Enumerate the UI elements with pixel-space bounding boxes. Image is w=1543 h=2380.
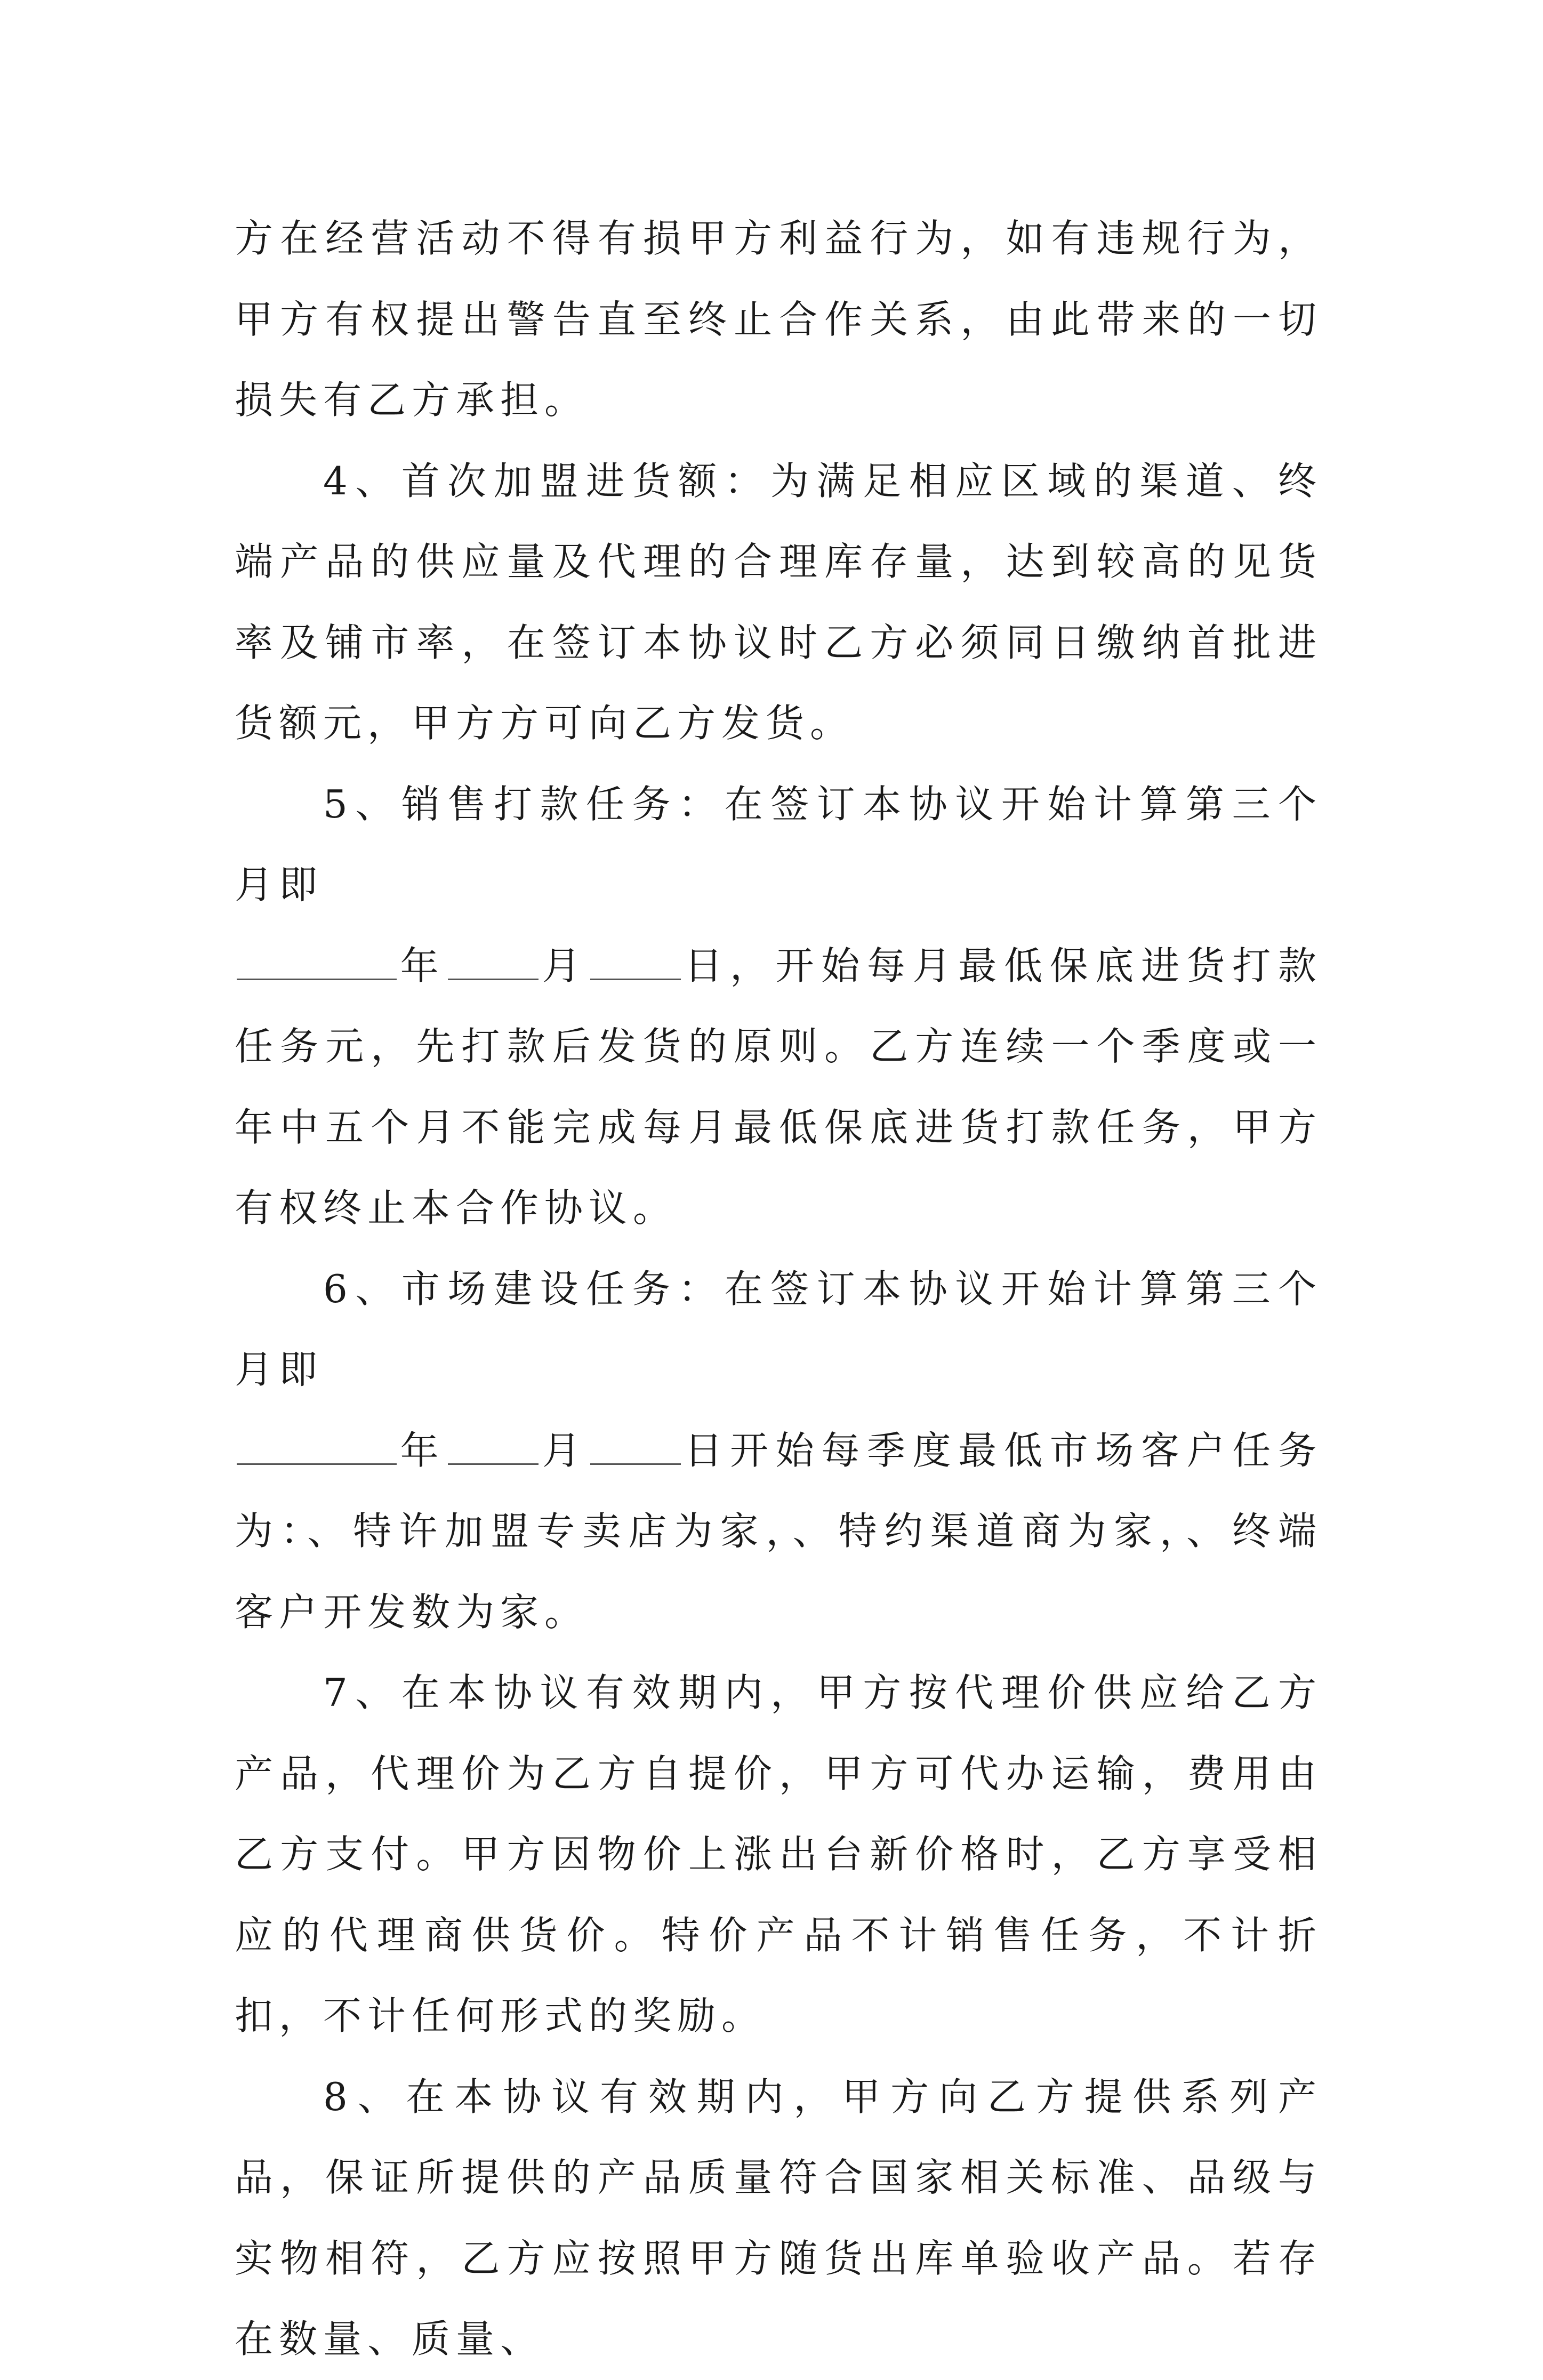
- day-label: 日: [682, 943, 730, 988]
- month-label: 月: [541, 1428, 588, 1473]
- day-label: 日: [682, 1428, 730, 1473]
- paragraph-agent-price: 7、在本协议有效期内，甲方按代理价供应给乙方产品，代理价为乙方自提价，甲方可代办运输，费用由乙方支付。甲方因物价上涨出台新价格时，乙方享受相应的代理商供货价。特价产品不计销售任务，不计折扣，不计任何形式的奖励。: [235, 1670, 1322, 2038]
- paragraph-product-quality: 8、在本协议有效期内，甲方向乙方提供系列产品，保证所提供的产品质量符合国家相关标准、品级与实物相符，乙方应按照甲方随货出库单验收产品。若存在数量、质量、: [235, 2074, 1322, 2361]
- blank-year: [237, 1427, 397, 1464]
- blank-month: [448, 942, 539, 980]
- blank-day: [590, 942, 681, 980]
- paragraph-sales-payment-task: [235, 764, 1322, 1249]
- year-label: 年: [399, 1428, 446, 1473]
- document-body: [235, 198, 1322, 2380]
- month-label: 月: [541, 943, 588, 988]
- year-label: 年: [399, 943, 446, 988]
- blank-year: [237, 942, 397, 980]
- blank-month: [448, 1427, 539, 1464]
- paragraph-market-building-task: [235, 1249, 1322, 1653]
- clause-lead: 5、销售打款任务：在签订本协议开始计算第三个月即: [235, 781, 1322, 907]
- clause-rest: 开始每季度最低市场客户任务为：、特许加盟专卖店为家，、特约渠道商为家，、终端客户开发数为家。: [235, 1428, 1322, 1634]
- clause-rest: ，开始每月最低保底进货打款任务元，先打款后发货的原则。乙方连续一个季度或一年中五个月不能完成每月最低保底进货打款任务，甲方有权终止本合作协议。: [235, 943, 1322, 1230]
- clause-lead: 6、市场建设任务：在签订本协议开始计算第三个月即: [235, 1266, 1322, 1392]
- paragraph-initial-purchase: 4、首次加盟进货额：为满足相应区域的渠道、终端产品的供应量及代理的合理库存量，达到较高的见货率及铺市率，在签订本协议时乙方必须同日缴纳首批进货额元，甲方方可向乙方发货。: [235, 458, 1322, 746]
- paragraph-continuation: 方在经营活动不得有损甲方利益行为，如有违规行为，甲方有权提出警告直至终止合作关系，由此带来的一切损失有乙方承担。: [235, 216, 1322, 422]
- blank-day: [590, 1427, 681, 1464]
